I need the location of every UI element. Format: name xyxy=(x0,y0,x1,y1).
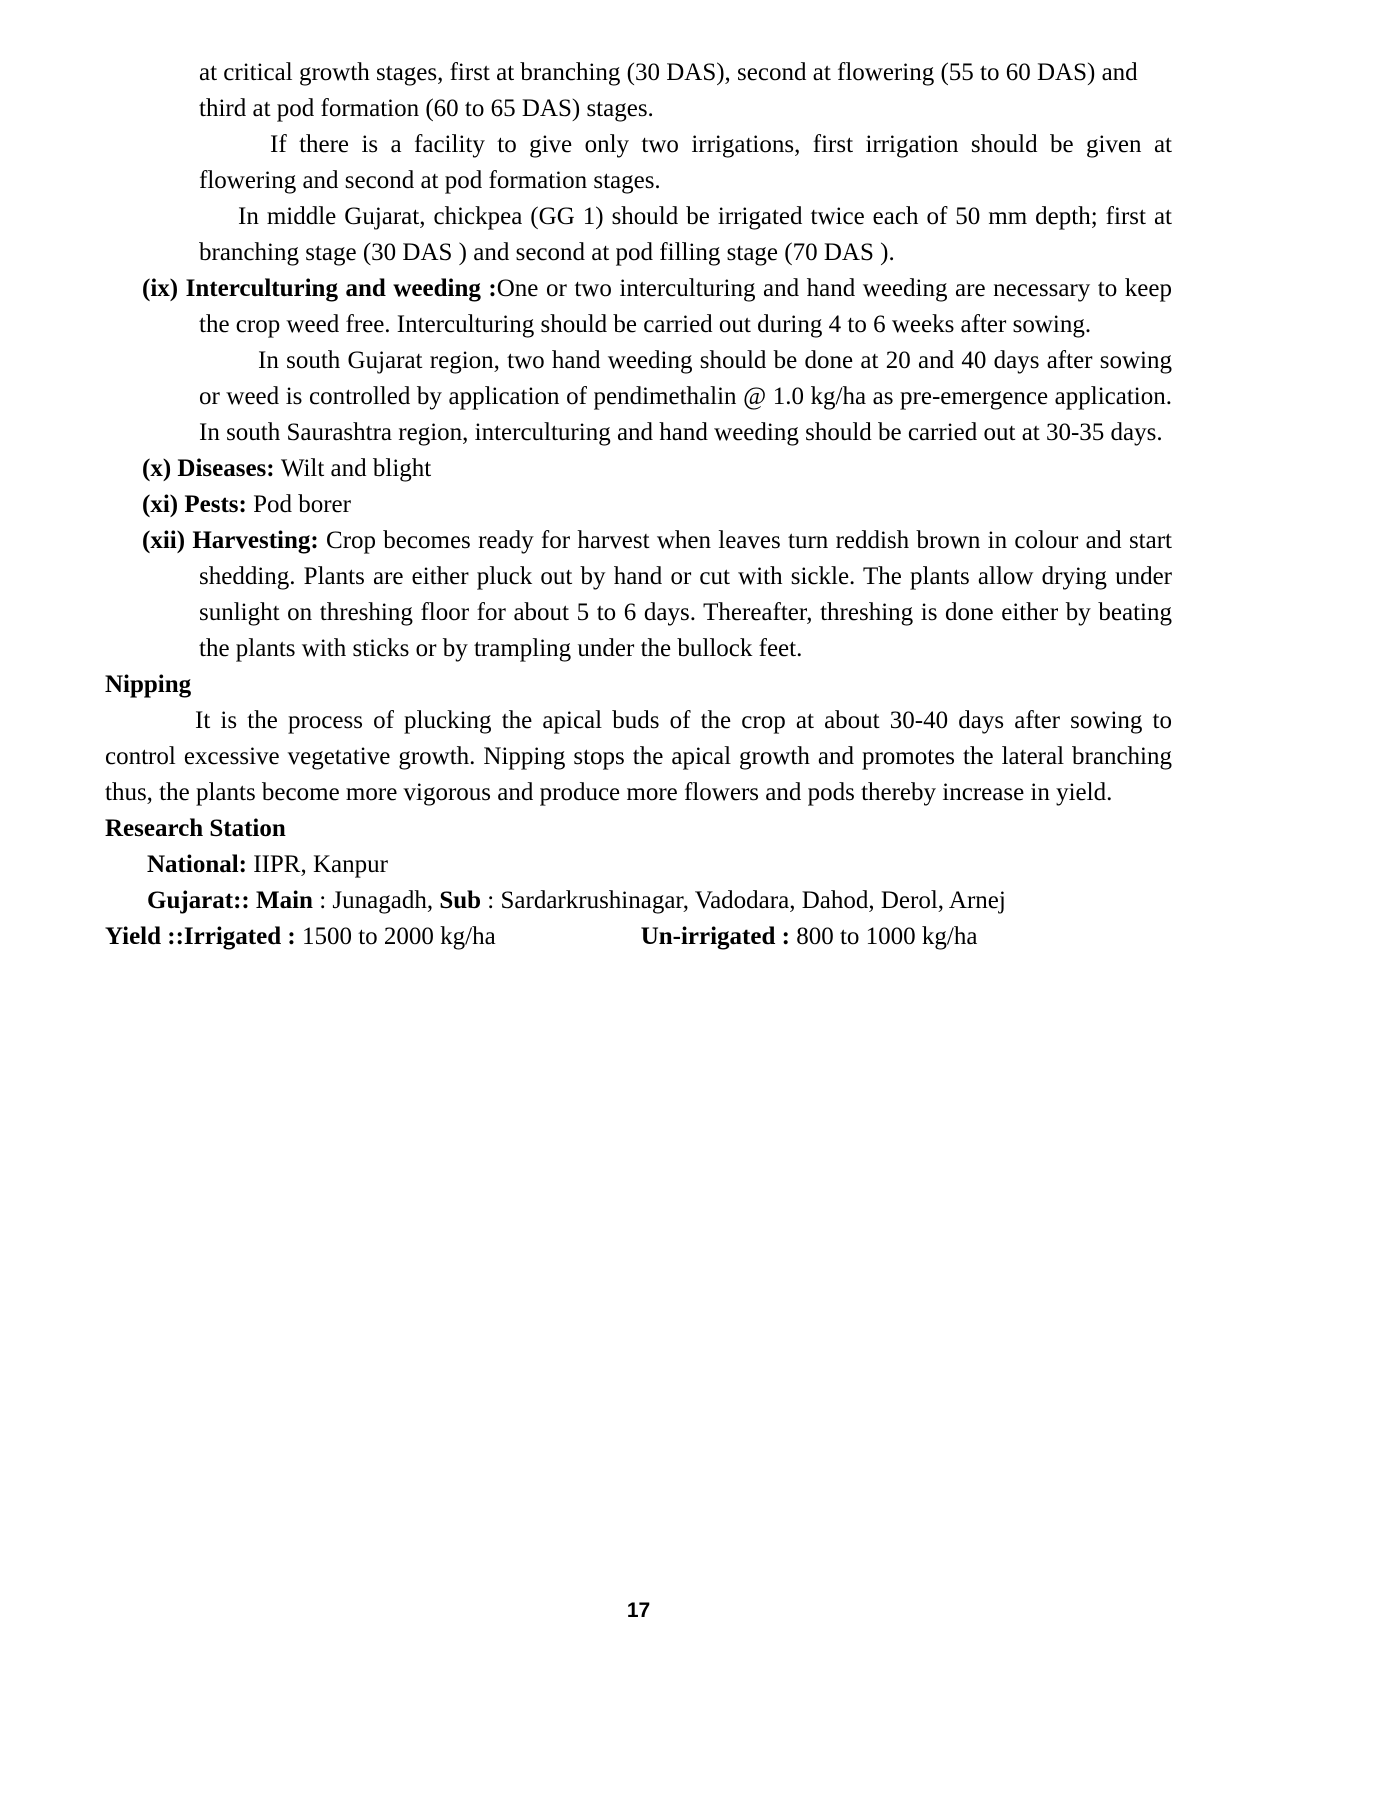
line-national-station xyxy=(147,847,1172,883)
item-diseases xyxy=(142,451,1172,487)
bold-text-run: Nipping xyxy=(105,671,192,698)
bold-text-run: Sub xyxy=(439,887,482,914)
heading-nipping xyxy=(105,667,1172,703)
text-run: In south Gujarat region, two hand weeding should be done at 20 and 40 days after sowing or weed is controlled by application of pendimethalin @ 1.0 kg/ha as pre-emergence application. In south Saurashtra region, interculturing and hand weeding should be carried out at 30-35 days. xyxy=(199,347,1172,446)
bold-text-run: (xii) Harvesting: xyxy=(142,527,327,554)
item-interculturing-weeding xyxy=(142,271,1172,343)
bold-text-run: (x) Diseases: xyxy=(142,455,281,482)
para-irrigation-continuation xyxy=(199,55,1172,127)
page-number: 17 xyxy=(626,1599,651,1622)
bold-text-run: (xi) Pests: xyxy=(142,491,254,518)
item-harvesting xyxy=(142,523,1172,667)
para-south-gujarat xyxy=(199,343,1172,451)
text-run: One or two interculturing and hand weeding are necessary to keep the crop weed free. Interculturing should be carried out during 4 to 6 weeks after sowing. xyxy=(199,275,1172,338)
text-run: IIPR, Kanpur xyxy=(253,851,388,878)
text-run: : Junagadh, xyxy=(312,887,440,914)
bold-text-run: National: xyxy=(147,851,254,878)
bold-text-run: Research Station xyxy=(105,815,286,842)
para-middle-gujarat xyxy=(199,199,1172,271)
text-run: If there is a facility to give only two irrigations, first irrigation should be given at flowering and second at pod formation stages. xyxy=(199,131,1172,194)
text-run: : Sardarkrushinagar, Vadodara, Dahod, Derol, Arnej xyxy=(481,887,1006,914)
line-yield xyxy=(105,919,1172,955)
bold-text-run: Yield ::Irrigated : xyxy=(105,923,302,950)
text-run: 800 to 1000 kg/ha xyxy=(796,923,978,950)
document-blocks xyxy=(105,55,1172,955)
text-run: It is the process of plucking the apical buds of the crop at about 30-40 days after sowing to control excessive vegetative growth. Nipping stops the apical growth and promotes the lateral branching thus, the plants become more vigorous and produce more flowers and pods thereby increase in yield. xyxy=(105,707,1172,806)
item-pests xyxy=(142,487,1172,523)
text-run: 1500 to 2000 kg/ha xyxy=(301,923,496,950)
bold-text-run: (ix) Interculturing and weeding : xyxy=(142,275,497,302)
para-nipping xyxy=(105,703,1172,811)
text-run: Wilt and blight xyxy=(280,455,432,482)
bold-text-run: Un-irrigated : xyxy=(640,923,797,950)
tab-space xyxy=(496,943,641,944)
bold-text-run: Gujarat:: Main xyxy=(147,887,313,914)
line-gujarat-stations xyxy=(147,883,1172,919)
para-two-irrigations xyxy=(199,127,1172,199)
text-run: In middle Gujarat, chickpea (GG 1) should be irrigated twice each of 50 mm depth; first at branching stage (30 DAS ) and second at pod filling stage (70 DAS ). xyxy=(199,203,1172,266)
text-run: Crop becomes ready for harvest when leaves turn reddish brown in colour and start shedding. Plants are either pluck out by hand or cut with sickle. The plants allow drying under sunlight on threshing floor for about 5 to 6 days. Thereafter, threshing is done either by beating the plants with sticks or by trampling under the bullock feet. xyxy=(199,527,1172,662)
text-run: at critical growth stages, first at branching (30 DAS), second at flowering (55 to 60 DAS) and third at pod formation (60 to 65 DAS) stages. xyxy=(199,59,1138,122)
heading-research-station xyxy=(105,811,1172,847)
text-run: Pod borer xyxy=(253,491,351,518)
